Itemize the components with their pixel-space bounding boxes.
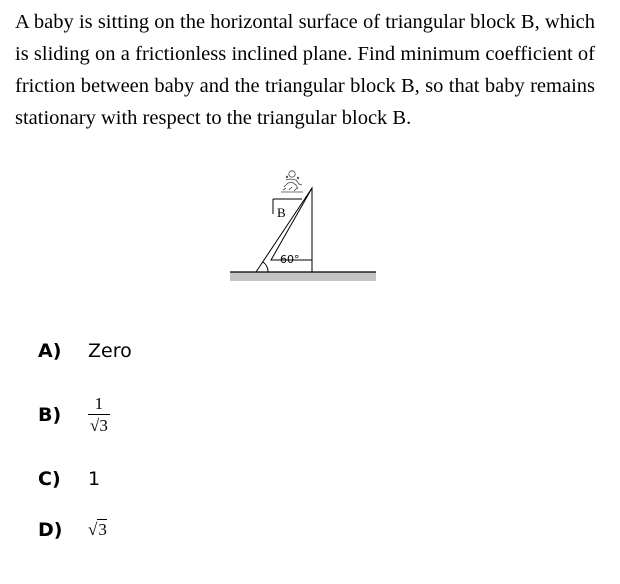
question-text: A baby is sitting on the horizontal surface of triangular block B, which is sliding on a frictionless inclined plane. Find minimum coefficient of friction between baby and the triangular block B, so that baby remains stationary with respect to the triangular block B. <box>15 11 595 129</box>
option-d[interactable] <box>38 510 107 550</box>
option-b-radical: √ <box>90 416 100 435</box>
option-b[interactable] <box>38 383 110 447</box>
option-a-letter: A) <box>38 340 62 362</box>
option-a[interactable] <box>38 331 132 371</box>
angle-label: 60° <box>280 253 300 266</box>
option-c[interactable] <box>38 459 100 499</box>
option-b-numerator: 1 <box>94 394 104 413</box>
option-d-letter: D) <box>38 519 63 541</box>
option-b-radicand: 3 <box>99 416 108 435</box>
option-d-radicand: 3 <box>98 520 107 539</box>
angle-arc <box>263 262 268 272</box>
option-c-letter: C) <box>38 468 61 490</box>
option-a-text: Zero <box>88 340 132 362</box>
option-c-text: 1 <box>88 468 101 490</box>
baby-icon <box>281 171 303 192</box>
block-label: B <box>277 205 286 220</box>
option-d-sqrt <box>88 520 107 540</box>
option-b-denominator <box>88 414 110 436</box>
option-b-letter: B) <box>38 404 62 426</box>
option-d-radical: √ <box>88 520 98 539</box>
option-b-fraction <box>88 394 110 436</box>
incline-block-figure <box>226 162 378 284</box>
ground-surface <box>230 272 376 281</box>
